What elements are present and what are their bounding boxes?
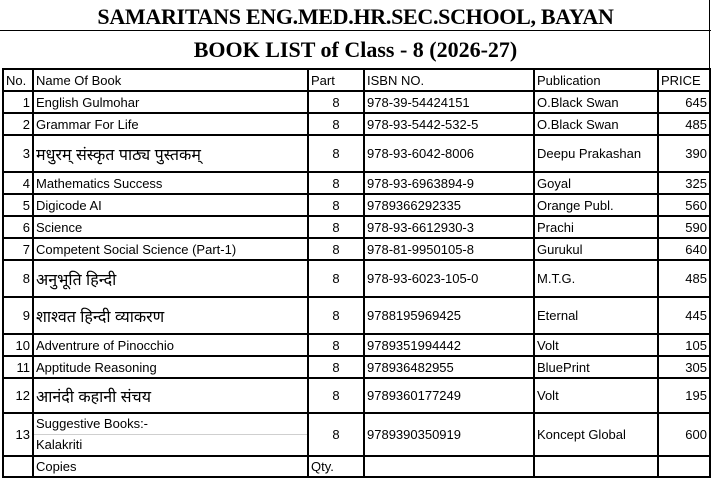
book-name: Mathematics Success: [33, 172, 308, 194]
book-publication: Koncept Global: [534, 413, 658, 456]
row-no: 12: [3, 378, 33, 413]
book-part: 8: [308, 216, 364, 238]
table-row: [3, 135, 710, 172]
header-isbn: ISBN NO.: [364, 69, 534, 91]
book-isbn: 978-93-5442-532-5: [364, 113, 534, 135]
book-name: Grammar For Life: [33, 113, 308, 135]
book-name: English Gulmohar: [33, 91, 308, 113]
book-part: 8: [308, 334, 364, 356]
book-isbn: 9788195969425: [364, 297, 534, 334]
row-no: 11: [3, 356, 33, 378]
book-price: 195: [658, 378, 710, 413]
school-name: SAMARITANS ENG.MED.HR.SEC.SCHOOL, BAYAN: [0, 0, 711, 31]
book-name: अनुभूति हिन्दी: [33, 260, 308, 297]
row-no: 9: [3, 297, 33, 334]
book-isbn: 978-39-54424151: [364, 91, 534, 113]
book-name: Science: [33, 216, 308, 238]
book-name: Apptitude Reasoning: [33, 356, 308, 378]
book-name: आनंदी कहानी संचय: [33, 378, 308, 413]
copies-price-cell: [658, 456, 710, 477]
table-header-row: [3, 69, 710, 91]
copies-label: Copies: [33, 456, 308, 477]
copies-row: [3, 456, 710, 477]
row-no: 6: [3, 216, 33, 238]
qty-label: Qty.: [308, 456, 364, 477]
header-part: Part: [308, 69, 364, 91]
book-part: 8: [308, 297, 364, 334]
table-row: [3, 356, 710, 378]
book-isbn: 9789390350919: [364, 413, 534, 456]
row-no: 10: [3, 334, 33, 356]
book-part: 8: [308, 135, 364, 172]
book-name: शाश्वत हिन्दी व्याकरण: [33, 297, 308, 334]
table-row: [3, 260, 710, 297]
table-row: [3, 172, 710, 194]
title-border: [709, 0, 710, 69]
book-publication: O.Black Swan: [534, 91, 658, 113]
row-no: 5: [3, 194, 33, 216]
book-part: 8: [308, 172, 364, 194]
table-row: [3, 297, 710, 334]
book-part: 8: [308, 194, 364, 216]
book-isbn: 978-93-6023-105-0: [364, 260, 534, 297]
book-price: 640: [658, 238, 710, 260]
book-name: Suggestive Books:-: [34, 414, 307, 435]
book-price: 485: [658, 260, 710, 297]
copies-publication-cell: [534, 456, 658, 477]
book-price: 645: [658, 91, 710, 113]
table-row: [3, 194, 710, 216]
table-row: [3, 216, 710, 238]
book-name: मधुरम् संस्कृत पाठ्य पुस्तकम्: [33, 135, 308, 172]
copies-no-cell: [3, 456, 33, 477]
book-publication: Gurukul: [534, 238, 658, 260]
row-no: 3: [3, 135, 33, 172]
book-price: 390: [658, 135, 710, 172]
book-name: Adventrure of Pinocchio: [33, 334, 308, 356]
book-isbn: 978-93-6963894-9: [364, 172, 534, 194]
header-no: No.: [3, 69, 33, 91]
book-part: 8: [308, 260, 364, 297]
book-isbn: 978-81-9950105-8: [364, 238, 534, 260]
book-part: 8: [308, 378, 364, 413]
book-publication: M.T.G.: [534, 260, 658, 297]
row-no: 7: [3, 238, 33, 260]
book-name: Competent Social Science (Part-1): [33, 238, 308, 260]
table-row: [3, 334, 710, 356]
book-name-secondary: Kalakriti: [36, 437, 83, 452]
table-row: [3, 413, 710, 456]
header-price: PRICE: [658, 69, 710, 91]
book-part: 8: [308, 238, 364, 260]
book-isbn: 9789360177249: [364, 378, 534, 413]
book-isbn: 978-93-6042-8006: [364, 135, 534, 172]
book-list-table: [2, 68, 711, 478]
book-name-cell: [33, 413, 308, 456]
table-row: [3, 378, 710, 413]
book-publication: Eternal: [534, 297, 658, 334]
book-isbn: 9789351994442: [364, 334, 534, 356]
table-row: [3, 113, 710, 135]
book-publication: Orange Publ.: [534, 194, 658, 216]
book-price: 600: [658, 413, 710, 456]
book-price: 325: [658, 172, 710, 194]
table-row: [3, 238, 710, 260]
book-name: Digicode AI: [33, 194, 308, 216]
book-price: 305: [658, 356, 710, 378]
book-publication: Prachi: [534, 216, 658, 238]
book-part: 8: [308, 91, 364, 113]
header-publication: Publication: [534, 69, 658, 91]
book-publication: Volt: [534, 334, 658, 356]
book-price: 105: [658, 334, 710, 356]
table-row: [3, 91, 710, 113]
book-list-title: BOOK LIST of Class - 8 (2026-27): [193, 37, 518, 62]
row-no: 13: [3, 413, 33, 456]
copies-isbn-cell: [364, 456, 534, 477]
book-price: 445: [658, 297, 710, 334]
book-price: 590: [658, 216, 710, 238]
book-publication: Deepu Prakashan: [534, 135, 658, 172]
row-no: 1: [3, 91, 33, 113]
book-isbn: 978-93-6612930-3: [364, 216, 534, 238]
row-no: 4: [3, 172, 33, 194]
header-name: Name Of Book: [33, 69, 308, 91]
book-publication: Goyal: [534, 172, 658, 194]
row-no: 8: [3, 260, 33, 297]
book-part: 8: [308, 413, 364, 456]
row-no: 2: [3, 113, 33, 135]
book-price: 560: [658, 194, 710, 216]
book-part: 8: [308, 113, 364, 135]
book-publication: BluePrint: [534, 356, 658, 378]
book-part: 8: [308, 356, 364, 378]
book-price: 485: [658, 113, 710, 135]
book-publication: Volt: [534, 378, 658, 413]
book-isbn: 9789366292335: [364, 194, 534, 216]
book-publication: O.Black Swan: [534, 113, 658, 135]
book-isbn: 978936482955: [364, 356, 534, 378]
